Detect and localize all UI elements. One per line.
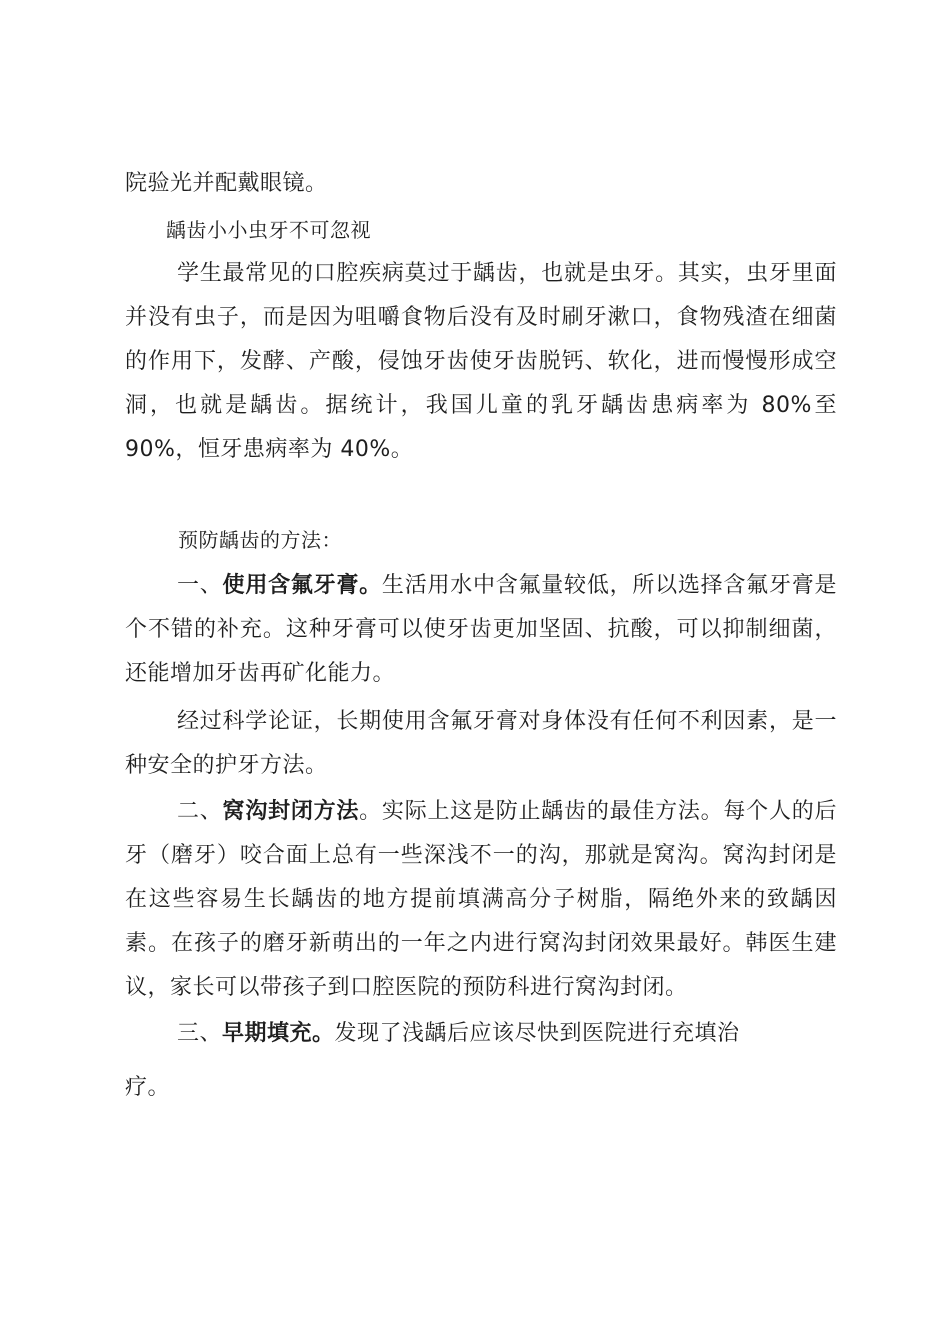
method-1-title: 使用含氟牙膏。 <box>222 573 382 598</box>
section-title: 龋齿小小虫牙不可忽视 <box>166 218 371 242</box>
method-1-body: 生活用水中含氟量较低，所以选择含氟牙膏是个不错的补充。这种牙膏可以使牙齿更加坚固、抗酸，可以抑制细菌，还能增加牙齿再矿化能力。 <box>125 573 837 686</box>
method-3-prefix: 三、 <box>177 1021 223 1046</box>
paragraph-continuation: 院验光并配戴眼镜。 <box>125 171 328 196</box>
method-3-paragraph <box>125 1012 837 1056</box>
method-3-ending: 疗。 <box>125 1075 171 1100</box>
method-2-body: 。实际上这是防止龋齿的最佳方法。每个人的后牙（磨牙）咬合面上总有一些深浅不一的沟，那就是窝沟。窝沟封闭是在这些容易生长龋齿的地方提前填满高分子树脂，隔绝外来的致龋因素。在孩子的磨牙新萌出的一年之内进行窝沟封闭效果最好。韩医生建议，家长可以带孩子到口腔医院的预防科进行窝沟封闭。 <box>125 799 837 1000</box>
method-2-title: 窝沟封闭方法 <box>222 799 360 824</box>
method-2-paragraph <box>125 790 837 1010</box>
paragraph-intro: 学生最常见的口腔疾病莫过于龋齿，也就是虫牙。其实，虫牙里面并没有虫子，而是因为咀嚼食物后没有及时刷牙漱口，食物残渣在细菌的作用下，发酵、产酸，侵蚀牙齿使牙齿脱钙、软化，进而慢慢形成空洞，也就是龋齿。据统计，我国儿童的乳牙龋齿患病率为 80%至 90%，恒牙患病率为 40%。 <box>125 261 837 462</box>
method-2-prefix: 二、 <box>177 799 223 824</box>
methods-title: 预防龋齿的方法： <box>178 528 342 552</box>
method-1-extra-paragraph: 经过科学论证，长期使用含氟牙膏对身体没有任何不利因素，是一种安全的护牙方法。 <box>125 709 837 778</box>
method-3-title: 早期填充。 <box>222 1021 335 1046</box>
method-3-body: 发现了浅龋后应该尽快到医院进行充填治 <box>334 1021 740 1046</box>
method-1-prefix: 一、 <box>177 573 223 598</box>
method-1-paragraph <box>125 564 837 696</box>
